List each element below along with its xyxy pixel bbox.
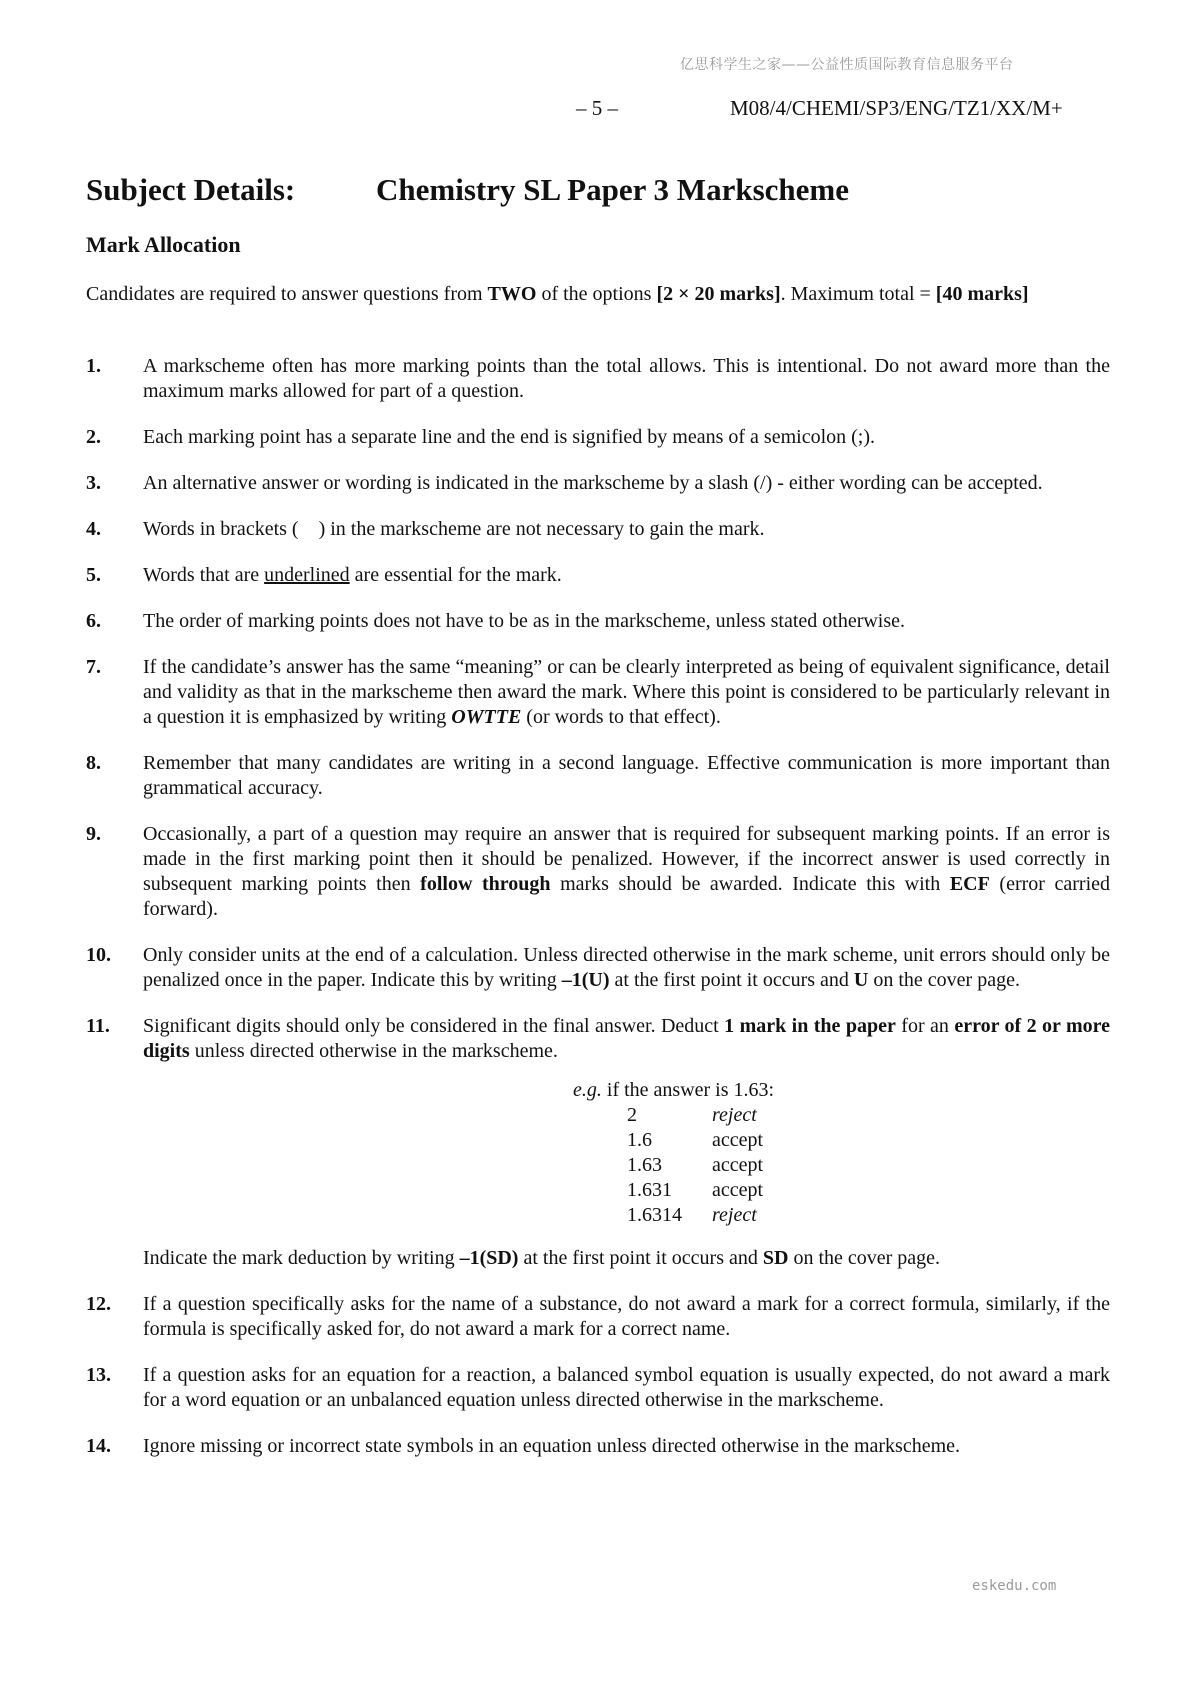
rule-item	[86, 563, 1110, 588]
page-number: – 5 –	[576, 96, 618, 120]
table-row: 1.6 accept	[627, 1129, 764, 1151]
rule-text: If a question asks for an equation for a reaction, a balanced symbol equation is usually expected, do not award a mark for a word equation or an unbalanced equation unless directed otherwise in the markscheme.	[143, 1364, 1110, 1411]
rule-number: 11.	[86, 1015, 110, 1037]
rule-number: 1.	[86, 355, 101, 377]
rule-item	[86, 751, 1110, 801]
rule-text: An alternative answer or wording is indicated in the markscheme by a slash (/) - either wording can be accepted.	[143, 472, 1043, 494]
rule-text: Each marking point has a separate line and the end is signified by means of a semicolon (;).	[143, 426, 876, 448]
rule-item	[86, 1292, 1110, 1342]
rule-item	[86, 354, 1110, 404]
rule-number: 14.	[86, 1435, 111, 1457]
rule-number: 6.	[86, 610, 101, 632]
rule-text: Words that are underlined are essential for the mark.	[143, 564, 562, 586]
table-row: 2 reject	[627, 1104, 757, 1126]
subject-value: Chemistry SL Paper 3 Markscheme	[376, 172, 849, 207]
table-row: 1.6314 reject	[627, 1204, 757, 1226]
rule-item	[86, 822, 1110, 922]
rule-item	[86, 655, 1110, 730]
sd-deduction-note: Indicate the mark deduction by writing –1(SD) at the first point it occurs and SD on the cover page.	[143, 1247, 941, 1269]
rule-text: Significant digits should only be considered in the final answer. Deduct 1 mark in the paper for an error of 2 or more digits unless directed otherwise in the markscheme.	[143, 1015, 1111, 1062]
rule-item	[86, 517, 1110, 542]
intro-paragraph: Candidates are required to answer questions from TWO of the options [2 × 20 marks]. Maximum total = [40 marks]	[86, 283, 1029, 305]
rule-text: Occasionally, a part of a question may require an answer that is required for subsequent marking points. If an error is made in the first marking point then it should be penalized. However, if the incorrect answer is used correctly in subsequent marking points then follow through marks should be awarded. Indicate this with ECF (error carried forward).	[143, 823, 1111, 920]
rule-item	[86, 471, 1110, 496]
rule-number: 4.	[86, 518, 101, 540]
rule-text: A markscheme often has more marking points than the total allows. This is intentional. Do not award more than the maximum marks allowed for part of a question.	[143, 355, 1110, 402]
rule-number: 2.	[86, 426, 101, 448]
sig-digits-table	[627, 1103, 763, 1228]
rule-item	[86, 1434, 1110, 1459]
rule-list	[86, 354, 1110, 1480]
rule-text: Remember that many candidates are writing in a second language. Effective communication is more important than grammatical accuracy.	[143, 752, 1110, 799]
subject-label: Subject Details:	[86, 172, 296, 207]
rule-number: 8.	[86, 752, 101, 774]
rule-item	[86, 943, 1110, 993]
rule-number: 13.	[86, 1364, 111, 1386]
section-heading: Mark Allocation	[86, 232, 241, 257]
rule-item	[86, 1014, 1110, 1271]
rule-text: If a question specifically asks for the name of a substance, do not award a mark for a correct formula, similarly, if the formula is specifically asked for, do not award a mark for a correct name.	[143, 1293, 1110, 1340]
rule-item	[86, 1363, 1110, 1413]
table-row: 1.631 accept	[627, 1179, 764, 1201]
rule-number: 3.	[86, 472, 101, 494]
rule-text: Ignore missing or incorrect state symbols in an equation unless directed otherwise in the markscheme.	[143, 1435, 961, 1457]
rule-item	[86, 425, 1110, 450]
watermark-top: 亿思科学生之家——公益性质国际教育信息服务平台	[680, 57, 1014, 73]
table-row: 1.63 accept	[627, 1154, 764, 1176]
sig-digits-example	[143, 1078, 1110, 1271]
rule-text: Words in brackets ( ) in the markscheme are not necessary to gain the mark.	[143, 518, 765, 540]
watermark-bottom: eskedu.com	[972, 1578, 1057, 1594]
rule-text: If the candidate’s answer has the same “meaning” or can be clearly interpreted as being of equivalent significance, detail and validity as that in the markscheme then award the mark. Where this point is considered to be particularly relevant in a question it is emphasized by writing OWTTE (or words to that effect).	[143, 656, 1110, 728]
rule-item	[86, 609, 1110, 634]
rule-number: 5.	[86, 564, 101, 586]
rule-text: The order of marking points does not have to be as in the markscheme, unless stated otherwise.	[143, 610, 906, 632]
document-code: M08/4/CHEMI/SP3/ENG/TZ1/XX/M+	[730, 96, 1063, 120]
rule-number: 7.	[86, 656, 101, 678]
rule-number: 9.	[86, 823, 101, 845]
example-lead: e.g. if the answer is 1.63:	[573, 1079, 775, 1101]
rule-number: 12.	[86, 1293, 111, 1315]
page-title	[86, 172, 849, 208]
rule-number: 10.	[86, 944, 111, 966]
rule-text: Only consider units at the end of a calculation. Unless directed otherwise in the mark scheme, unit errors should only be penalized once in the paper. Indicate this by writing –1(U) at the first point it occurs and U on the cover page.	[143, 944, 1110, 991]
